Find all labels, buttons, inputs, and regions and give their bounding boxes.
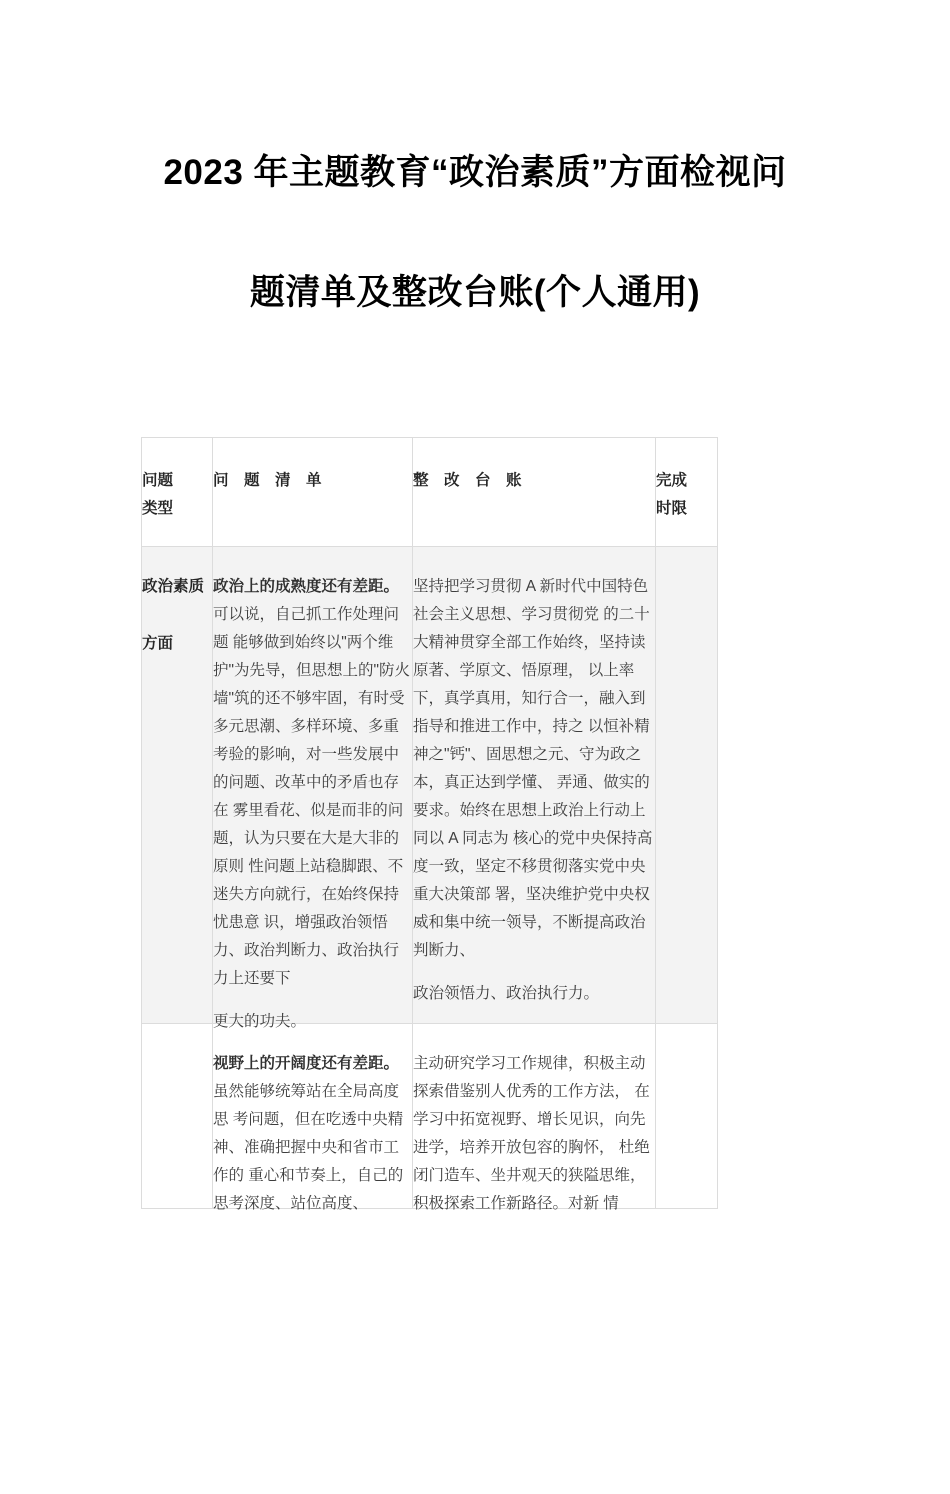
cell-rectification-ledger <box>413 1024 656 1212</box>
table-header-row <box>142 438 718 547</box>
problem-lead: 视野上的开阔度还有差距。 <box>213 1055 400 1072</box>
problem-type-text: 政治素质 <box>142 578 205 595</box>
header-deadline <box>656 438 718 547</box>
table-row <box>142 547 718 1024</box>
header-deadline-line1: 完成 <box>656 472 688 489</box>
rectification-text: 坚持把学习贯彻 A 新时代中国特色社会主义思想、学习贯彻党 的二十大精神贯穿全部工作始终，坚持读原著、学原文、悟原理， 以上率下，真学真用，知行合一，融入到指导和推进工作中，持之 以恒补精神之"钙"、固思想之元、守为政之本，真正达到学懂、 弄通、做实的要求。始终在思想上政治上行动上同以 A 同志为 核心的党中央保持高度一致，坚定不移贯彻落实党中央重大决策部 署，坚决维护党中央权威和集中统一领导，不断提高政治判断力、 <box>413 578 653 959</box>
header-problem-type-line2: 类型 <box>142 500 174 517</box>
table-row <box>142 1024 718 1209</box>
page-title-line-2: 题清单及整改台账(个人通用) <box>249 273 701 312</box>
header-rectification-ledger: 整 改 台 账 <box>413 438 656 547</box>
problem-type-aspect: 方面 <box>142 635 174 652</box>
header-problem-list: 问 题 清 单 <box>213 438 413 547</box>
header-problem-type-line1: 问题 <box>142 472 174 489</box>
cell-problem-type <box>142 547 213 1024</box>
cell-problem-list <box>213 547 413 1030</box>
review-table <box>141 437 718 1212</box>
cell-deadline <box>656 1024 718 1209</box>
document-page <box>0 150 950 1494</box>
cell-rectification-ledger <box>413 547 656 1024</box>
page-title <box>0 150 950 316</box>
problem-text: 可以说，自己抓工作处理问题 能够做到始终以"两个维护"为先导，但思想上的"防火 墙"筑的还不够牢固，有时受多元思潮、多样环境、多重 考验的影响，对一些发展中的问题、改革中的矛盾也存在 雾里看花、似是而非的问题，认为只要在大是大非的原则 性问题上站稳脚跟、不迷失方向就行，在始终保持忧患意 识，增强政治领悟力、政治判断力、政治执行力上还要下 <box>213 606 411 987</box>
header-deadline-line2: 时限 <box>656 500 688 517</box>
rectification-text-continued: 政治领悟力、政治执行力。 <box>413 985 600 1002</box>
cell-problem-list <box>213 1024 413 1212</box>
problem-lead: 政治上的成熟度还有差距。 <box>213 578 400 595</box>
cell-problem-type <box>142 1024 213 1209</box>
problem-type-text <box>142 1050 212 1207</box>
problem-text-continued: 更大的功夫。 <box>213 1013 307 1030</box>
cell-deadline <box>656 547 718 1024</box>
problem-text: 虽然能够统筹站在全局高度思 考问题，但在吃透中央精神、准确把握中央和省市工作的 重心和节奏上，自己的思考深度、站位高度、 <box>213 1083 404 1212</box>
header-problem-type <box>142 438 213 547</box>
page-title-line-1: 2023 年主题教育“政治素质”方面检视问 <box>163 153 787 192</box>
rectification-text: 主动研究学习工作规律，积极主动探索借鉴别人优秀的工作方法， 在学习中拓宽视野、增长见识，向先进学，培养开放包容的胸怀， 杜绝闭门造车、坐井观天的狭隘思维，积极探索工作新路径。对新 情 <box>413 1055 650 1212</box>
